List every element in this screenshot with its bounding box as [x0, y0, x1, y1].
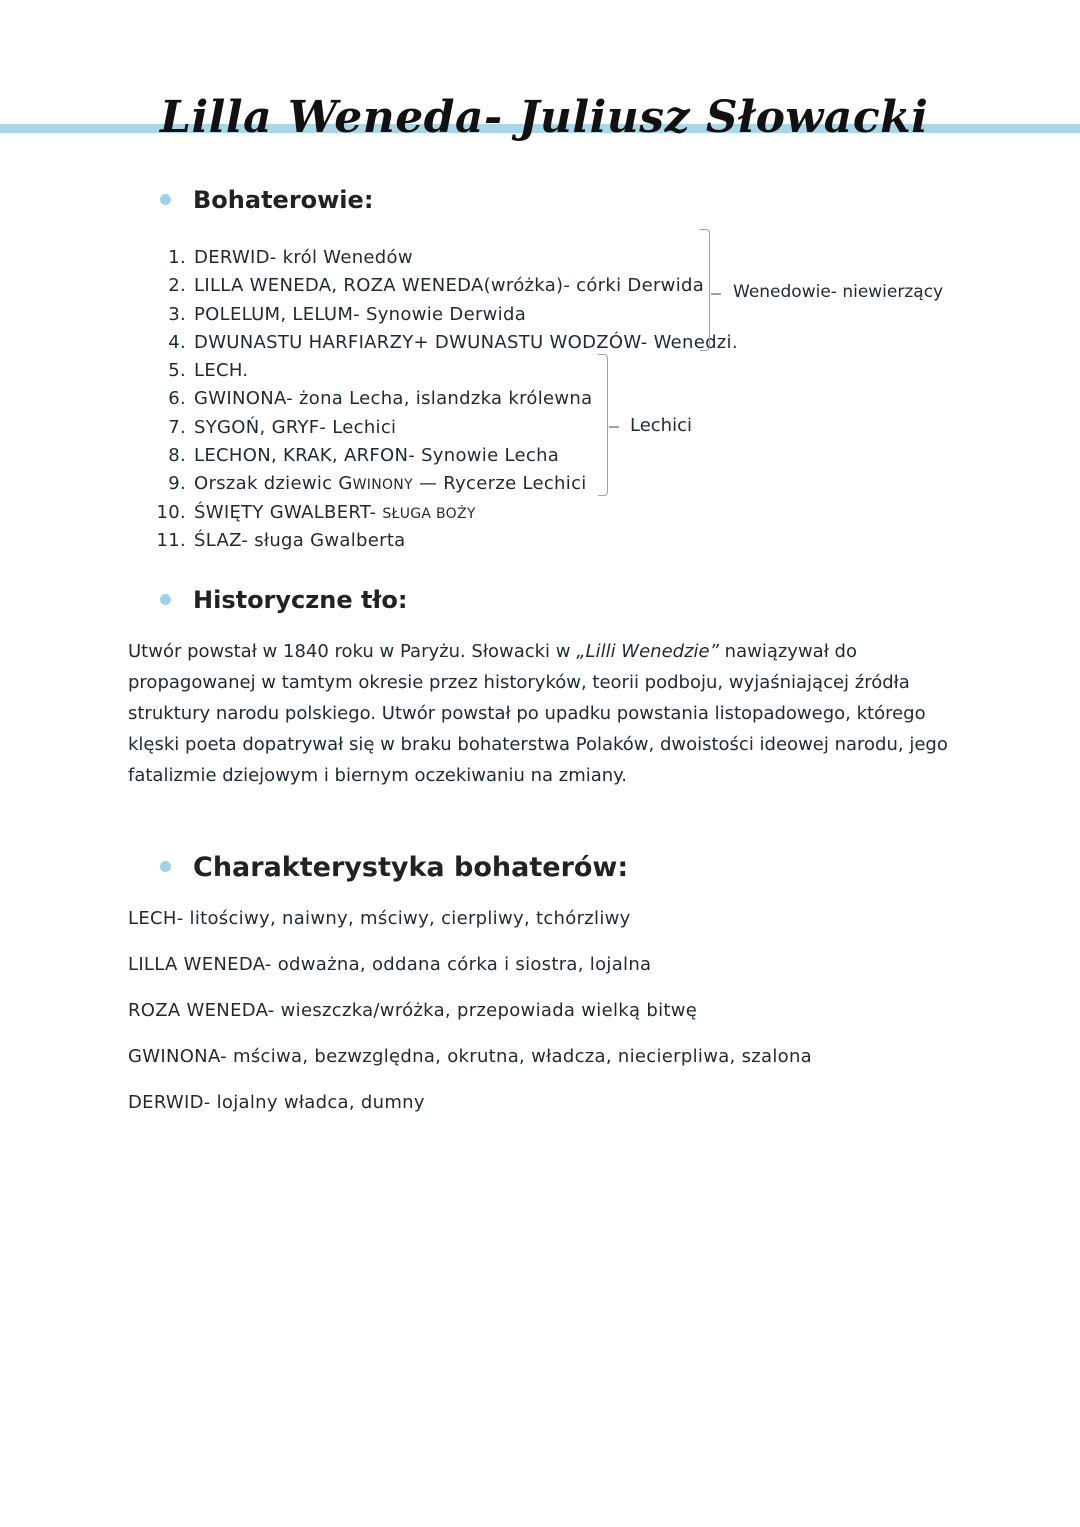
wenedowie-bracket [700, 229, 710, 351]
list-item [150, 385, 738, 413]
list-item-number: 7. [168, 416, 186, 438]
list-item-number: 11. [156, 529, 186, 551]
list-item-text: ŚWIĘTY GWALBERT- [194, 501, 383, 523]
heroes-heading [160, 186, 373, 214]
characteristics-list [128, 905, 812, 1135]
lechici-bracket [598, 354, 608, 496]
list-item-text: LECHON, KRAK, ARFON- Synowie Lecha [194, 445, 560, 467]
bullet-dot-icon [160, 194, 171, 205]
heroes-heading-label: Bohaterowie: [193, 186, 374, 214]
list-item [150, 499, 738, 527]
list-item-text: ŚLAZ- sługa Gwalberta [194, 529, 406, 551]
characteristic-line: LILLA WENEDA- odważna, oddana córka i siostra, lojalna [128, 954, 652, 975]
list-item-text-tail: — Rycerze Lechici [412, 473, 587, 495]
list-item-text-smallcaps: WINONY [352, 477, 413, 494]
history-text-rest: nawiązywał do propagowanej w tamtym okresie przez historyków, teorii podboju, wyjaśniającej źródła struktury narodu polskiego. Utwór powstał po upadku powstania listopadowego, którego klęski poeta dopatrywał się w braku bohaterstwa Polaków, dwoistości ideowej narodu, jego fatalizmie dziejowym i biernym oczekiwaniu na zmiany. [128, 641, 948, 786]
list-item [150, 301, 738, 329]
wenedowie-group-label: Wenedowie- niewierzący [733, 282, 944, 302]
list-item [150, 470, 738, 498]
list-item-text: DERWID- król Wenedów [194, 247, 413, 268]
history-heading-label: Historyczne tło: [193, 586, 408, 614]
history-text-start: Utwór powstał w 1840 roku w Paryżu. Słowacki w [128, 641, 577, 662]
history-heading [160, 586, 407, 614]
list-item-number: 6. [168, 388, 186, 410]
lechici-bracket-tick [609, 426, 619, 428]
characteristic-line: LECH- litościwy, naiwny, mściwy, cierpliwy, tchórzliwy [128, 908, 631, 929]
characteristic-line: ROZA WENEDA- wieszczka/wróżka, przepowiada wielką bitwę [128, 1000, 698, 1021]
list-item [150, 329, 738, 357]
characteristics-heading [160, 852, 628, 883]
characteristic-line: GWINONA- mściwa, bezwzględna, okrutna, władcza, niecierpliwa, szalona [128, 1046, 813, 1067]
characteristics-heading-label: Charakterystyka bohaterów: [193, 852, 629, 883]
list-item [150, 442, 738, 470]
list-item-text: Orszak dziewic G [194, 473, 353, 495]
list-item-text: SYGOŃ, GRYF- Lechici [194, 416, 397, 438]
list-item [150, 527, 738, 555]
bullet-dot-icon [160, 594, 171, 605]
history-work-title: „Lilli Wenedzie” [576, 641, 719, 662]
history-paragraph [128, 636, 948, 791]
list-item-number: 3. [168, 303, 186, 325]
characteristic-line: DERWID- lojalny władca, dumny [128, 1092, 425, 1113]
list-item-text: LECH. [194, 360, 249, 382]
wenedowie-bracket-tick [711, 293, 721, 295]
list-item-text: POLELUM, LELUM- Synowie Derwida [194, 303, 527, 325]
bullet-dot-icon [160, 861, 171, 872]
list-item-text: DWUNASTU HARFIARZY+ DWUNASTU WODZÓW- Wenedzi. [194, 331, 738, 353]
list-item-number: 2. [168, 275, 186, 297]
list-item-number: 5. [168, 360, 186, 382]
list-item-number: 9. [168, 473, 186, 495]
page-title: Lilla Weneda- Juliusz Słowacki [160, 92, 929, 143]
heroes-list [150, 244, 738, 555]
list-item-number: 10. [156, 501, 186, 523]
list-item-text-smallcaps: SŁUGA BOŻY [382, 505, 476, 522]
list-item-number: 4. [168, 331, 186, 353]
list-item-text: LILLA WENEDA, ROZA WENEDA(wróżka)- córki Derwida [194, 275, 705, 297]
list-item [150, 357, 738, 385]
list-item [150, 244, 738, 272]
lechici-group-label: Lechici [630, 415, 692, 436]
list-item-number: 8. [168, 445, 186, 467]
list-item-number: 1. [168, 247, 186, 268]
list-item [150, 272, 738, 300]
list-item-text: GWINONA- żona Lecha, islandzka królewna [194, 388, 593, 410]
